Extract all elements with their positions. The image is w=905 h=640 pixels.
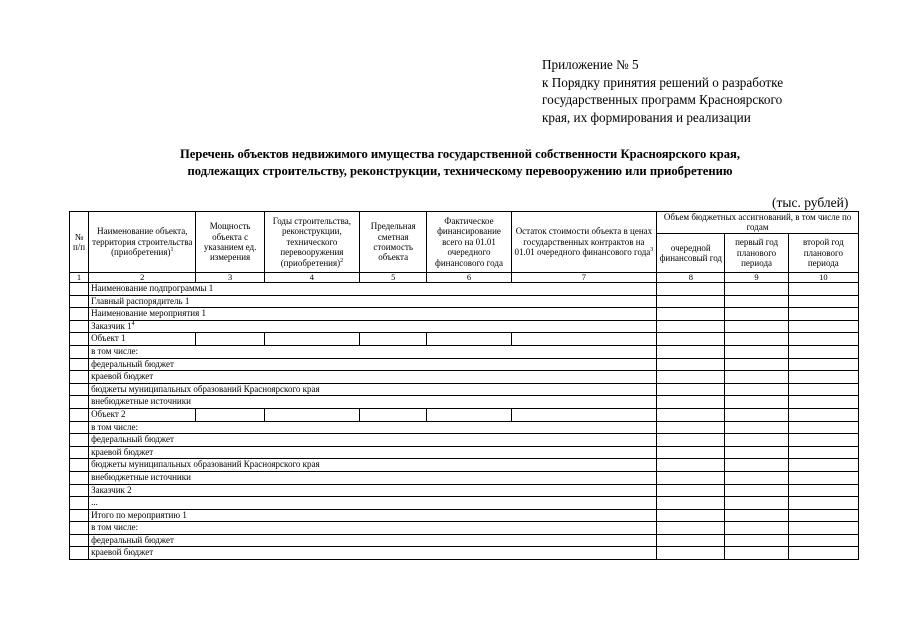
value-cell [788,547,858,560]
table-row [70,371,859,384]
row-num-cell [70,471,89,484]
value-cell [725,308,788,321]
value-cell [264,333,359,346]
value-cell [511,333,657,346]
value-cell [427,408,511,421]
value-cell [788,421,858,434]
table-row [70,547,859,560]
header-budget-second-text: второй год планового периода [802,237,844,269]
row-label-cell [89,371,657,384]
value-cell [788,295,858,308]
row-label: Объект 2 [91,408,126,419]
header-years-text: Годы строительства, реконструкции, технического перевооружения (приобретения) [272,215,351,268]
header-budget-first-text: первый год планового периода [735,237,779,269]
header-budget [657,212,859,234]
header-budget-text: Объем бюджетных ассигнований, в том числе по годам [663,212,852,233]
row-num-cell [70,434,89,447]
document-title [60,146,860,179]
value-cell [788,333,858,346]
row-label-cell [89,446,657,459]
value-cell [657,308,725,321]
row-label-cell [89,320,657,333]
value-cell [788,320,858,333]
value-cell [264,408,359,421]
row-label-cell [89,408,196,421]
value-cell [657,345,725,358]
table-row [70,383,859,396]
value-cell [788,283,858,296]
value-cell [657,434,725,447]
value-cell [725,383,788,396]
row-num-cell [70,383,89,396]
row-label: Объект 1 [91,333,126,344]
row-label-cell [89,295,657,308]
footnote-mark: 4 [131,320,135,327]
row-label-cell [89,396,657,409]
table-row [70,434,859,447]
row-label: Наименование подпрограммы 1 [91,283,214,293]
table-row [70,484,859,497]
footnote-mark: 2 [340,257,344,264]
value-cell [788,459,858,472]
value-cell [427,333,511,346]
row-label: в том числе: [91,522,138,533]
header-estimate [360,212,427,273]
value-cell [657,446,725,459]
table-row [70,421,859,434]
table-row [70,497,859,510]
row-label: в том числе: [91,345,138,356]
value-cell [725,497,788,510]
row-label-cell [89,509,657,522]
appendix-line: Приложение № 5 [542,57,639,72]
appendix-line: к Порядку принятия решений о разработке [542,74,784,90]
value-cell [725,358,788,371]
units-label: (тыс. рублей) [772,195,849,210]
row-num-cell [70,320,89,333]
appendix-line: края, их формирования и реализации [542,109,751,125]
value-cell [511,408,657,421]
row-num-cell [70,295,89,308]
row-num-cell [70,484,89,497]
table-row [70,534,859,547]
value-cell [788,434,858,447]
value-cell [657,459,725,472]
column-number: 3 [196,273,264,283]
column-number: 4 [264,273,359,283]
value-cell [788,446,858,459]
row-num-cell [70,446,89,459]
row-num-cell [70,522,89,535]
appendix-note [542,56,783,126]
value-cell [788,522,858,535]
row-label: федеральный бюджет [91,434,174,445]
title-line-1: Перечень объектов недвижимого имущества государственной собственности Красноярского края, [180,147,740,161]
table-row [70,295,859,308]
value-cell [725,459,788,472]
row-label: краевой бюджет [91,371,154,382]
value-cell [788,534,858,547]
row-label-cell [89,358,657,371]
value-cell [788,408,858,421]
row-label-cell [89,534,657,547]
header-name [89,212,196,273]
table-row [70,283,859,296]
value-cell [725,421,788,434]
value-cell [788,371,858,384]
value-cell [657,522,725,535]
row-label: внебюджетные источники [91,396,191,407]
table-row [70,446,859,459]
value-cell [788,308,858,321]
header-num [70,212,89,273]
value-cell [788,396,858,409]
row-label-cell [89,345,657,358]
value-cell [725,547,788,560]
row-num-cell [70,283,89,296]
footnote-mark: 3 [650,247,654,254]
row-label-cell [89,471,657,484]
row-label: ... [91,497,98,508]
value-cell [360,408,427,421]
column-number: 1 [70,273,89,283]
header-capacity [196,212,264,273]
header-budget-second [788,233,858,272]
value-cell [725,396,788,409]
row-label-cell [89,484,657,497]
value-cell [725,371,788,384]
table-row [70,471,859,484]
table-row [70,358,859,371]
column-number: 5 [360,273,427,283]
column-number: 9 [725,273,788,283]
objects-table [69,211,859,560]
header-estimate-text: Предельная сметная стоимость объекта [370,221,416,263]
value-cell [657,534,725,547]
table-row [70,333,859,346]
value-cell [657,471,725,484]
value-cell [725,295,788,308]
header-num-text: № п/п [72,231,86,252]
row-num-cell [70,358,89,371]
value-cell [725,471,788,484]
row-label: бюджеты муниципальных образований Красноярского края [91,459,320,470]
table-header-row [70,212,859,234]
row-label: краевой бюджет [91,547,154,558]
table-row [70,308,859,321]
table-row [70,509,859,522]
value-cell [725,534,788,547]
row-num-cell [70,547,89,560]
value-cell [657,408,725,421]
value-cell [657,484,725,497]
table-row [70,459,859,472]
row-num-cell [70,408,89,421]
header-budget-current [657,233,725,272]
row-label: Главный распорядитель 1 [91,295,190,306]
row-label-cell [89,434,657,447]
row-label-cell [89,522,657,535]
row-label: внебюджетные источники [91,471,191,482]
row-label: федеральный бюджет [91,534,174,545]
value-cell [657,371,725,384]
value-cell [725,333,788,346]
value-cell [788,497,858,510]
column-number: 6 [427,273,511,283]
value-cell [725,522,788,535]
value-cell [657,333,725,346]
row-label-cell [89,333,196,346]
value-cell [788,358,858,371]
value-cell [657,283,725,296]
row-label-cell [89,308,657,321]
row-num-cell [70,459,89,472]
title-line-2: подлежащих строительству, реконструкции, техническому перевооружению или приобретению [187,163,733,178]
value-cell [360,333,427,346]
value-cell [657,509,725,522]
table-row [70,408,859,421]
table-row [70,396,859,409]
row-label-cell [89,383,657,396]
row-num-cell [70,333,89,346]
row-num-cell [70,308,89,321]
row-label: федеральный бюджет [91,358,174,369]
value-cell [657,320,725,333]
row-label: Заказчик 2 [91,484,132,495]
value-cell [196,333,264,346]
value-cell [788,509,858,522]
value-cell [725,434,788,447]
row-label: Заказчик 1 [91,320,132,331]
row-label-cell [89,547,657,560]
table-row [70,345,859,358]
value-cell [657,547,725,560]
header-remaining [511,212,657,273]
header-actual [427,212,511,273]
value-cell [657,497,725,510]
row-num-cell [70,345,89,358]
row-num-cell [70,497,89,510]
value-cell [725,446,788,459]
row-label-cell [89,497,657,510]
value-cell [788,383,858,396]
value-cell [725,484,788,497]
header-remaining-text: Остаток стоимости объекта в ценах государственных контрактов на 01.01 очередного финансового года [514,226,653,258]
column-number: 8 [657,273,725,283]
column-number: 10 [788,273,858,283]
column-numbers-row [70,273,859,283]
appendix-line: государственных программ Красноярского [542,92,783,107]
row-num-cell [70,371,89,384]
value-cell [657,396,725,409]
header-budget-current-text: очередной финансовый год [659,242,723,263]
row-label-cell [89,421,657,434]
value-cell [657,295,725,308]
header-years [264,212,359,273]
value-cell [788,345,858,358]
header-name-text: Наименование объекта, территория строительства (приобретения) [92,226,193,258]
row-label-cell [89,459,657,472]
value-cell [196,408,264,421]
header-capacity-text: Мощность объекта с указанием ед. измерения [203,221,257,263]
value-cell [725,283,788,296]
column-number: 7 [511,273,657,283]
value-cell [725,345,788,358]
column-number: 2 [89,273,196,283]
table-row [70,320,859,333]
row-label: Итого по мероприятию 1 [91,509,187,520]
row-num-cell [70,396,89,409]
row-label: Наименование мероприятия 1 [91,308,206,319]
row-label: краевой бюджет [91,446,154,457]
value-cell [657,383,725,396]
table-row [70,522,859,535]
row-num-cell [70,534,89,547]
row-label: бюджеты муниципальных образований Красноярского края [91,383,320,394]
row-num-cell [70,509,89,522]
value-cell [788,471,858,484]
value-cell [657,358,725,371]
row-label: в том числе: [91,421,138,432]
header-budget-first [725,233,788,272]
header-actual-text: Фактическое финансирование всего на 01.01 очередного финансового года [435,215,503,268]
row-num-cell [70,421,89,434]
row-label-cell [89,283,657,296]
value-cell [725,408,788,421]
footnote-mark: 1 [170,247,174,254]
value-cell [725,509,788,522]
value-cell [725,320,788,333]
value-cell [788,484,858,497]
value-cell [657,421,725,434]
